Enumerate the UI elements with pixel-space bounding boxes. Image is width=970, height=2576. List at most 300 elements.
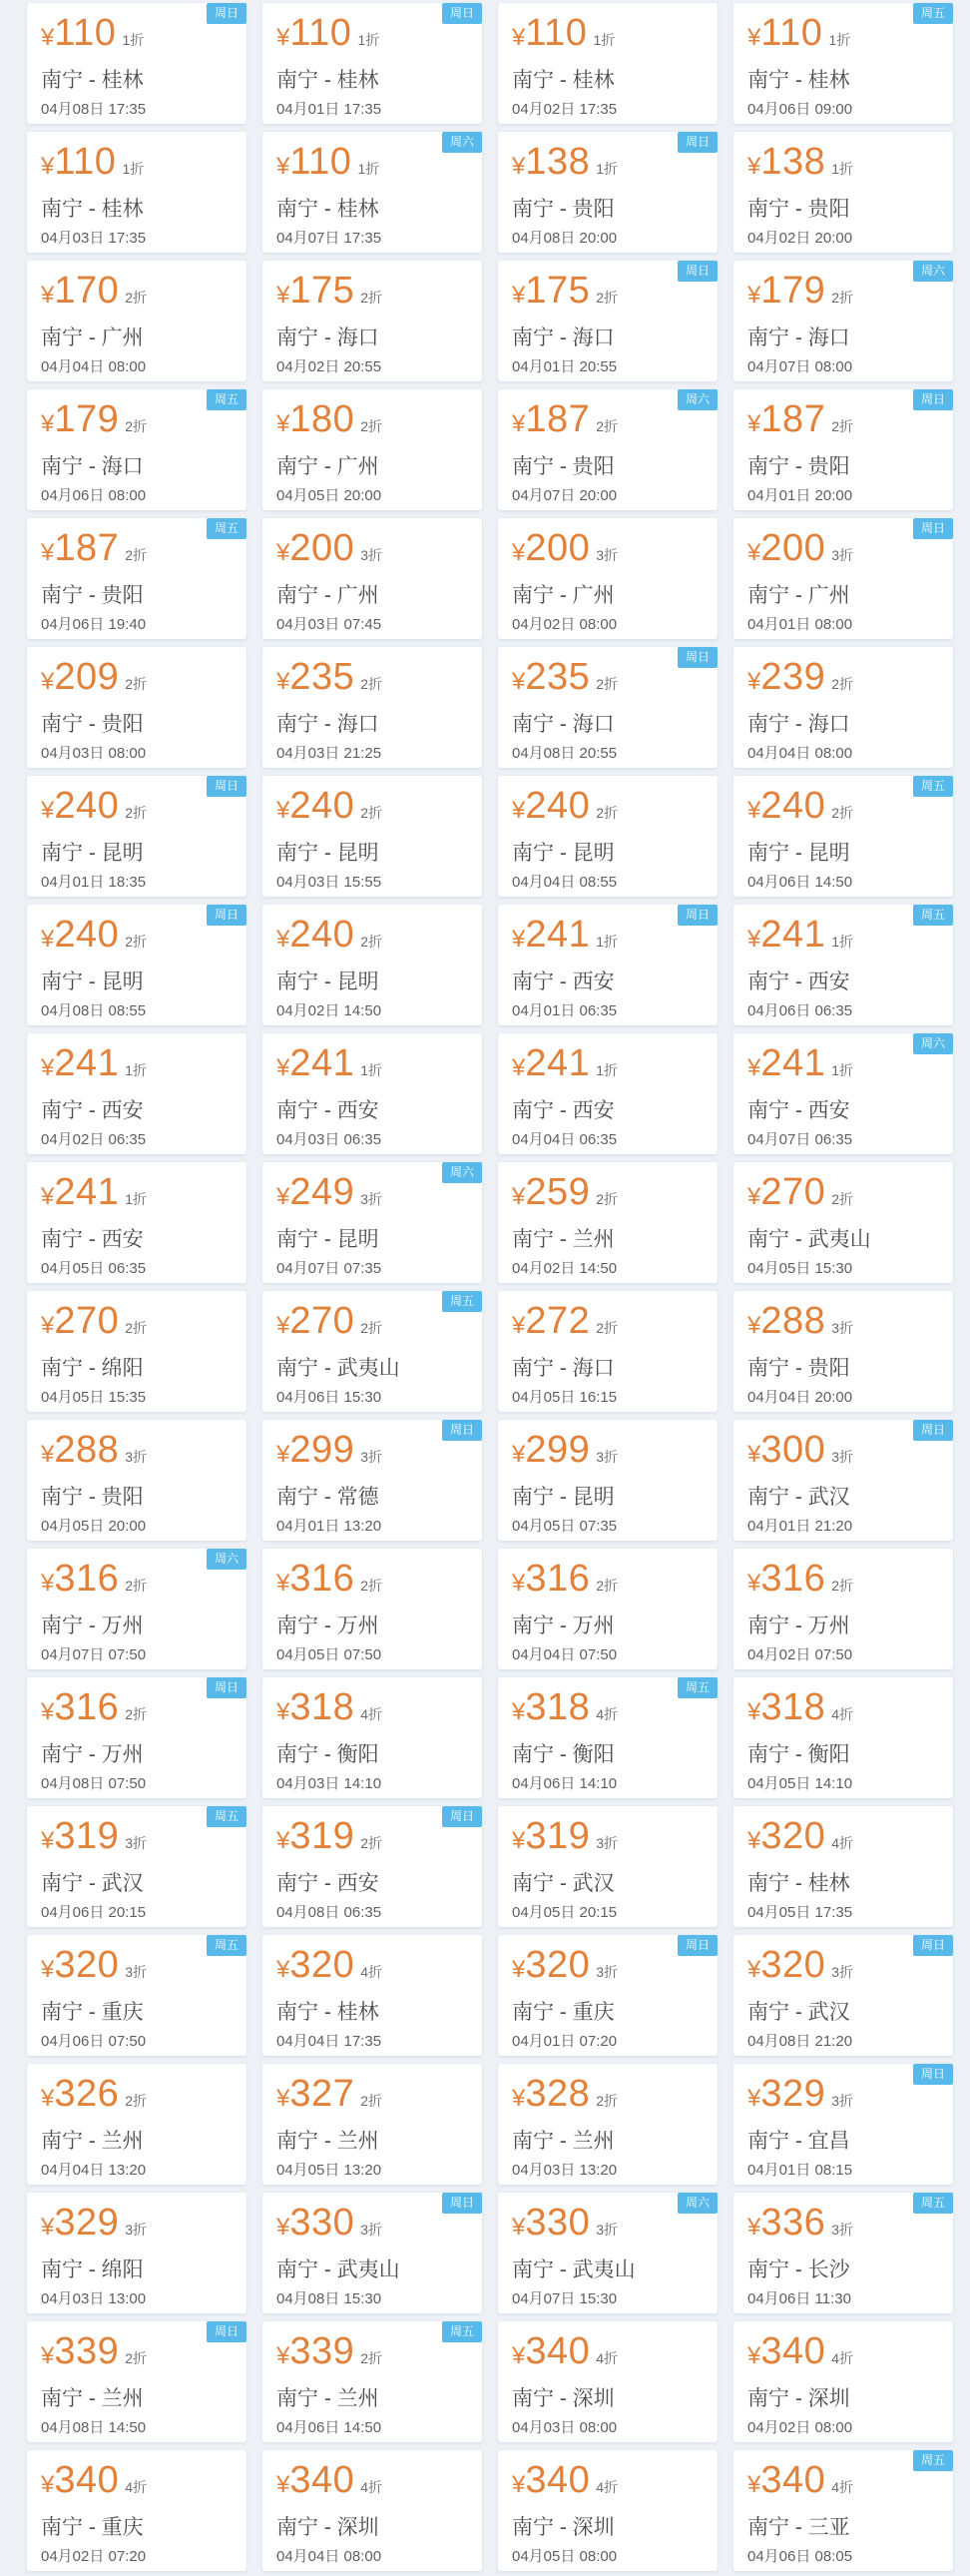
discount-label: 1折 [831, 1062, 854, 1078]
departure-datetime: 04月04日 06:35 [512, 1131, 618, 1148]
yen-currency-symbol: ¥ [747, 797, 761, 824]
yen-currency-symbol: ¥ [41, 2342, 55, 2369]
price-row [747, 1170, 939, 1221]
flight-deal-card[interactable] [262, 3, 482, 124]
price-row [512, 1170, 704, 1221]
route-label: 南宁 - 衡阳 [276, 1743, 379, 1766]
yen-currency-symbol: ¥ [512, 1827, 526, 1854]
discount-label: 1折 [831, 161, 854, 177]
yen-currency-symbol: ¥ [41, 1956, 55, 1983]
price-amount: 320 [760, 1815, 826, 1857]
yen-currency-symbol: ¥ [747, 2085, 761, 2112]
yen-currency-symbol: ¥ [276, 539, 290, 566]
route-label: 南宁 - 昆明 [747, 842, 850, 865]
flight-deal-card[interactable] [262, 1806, 482, 1927]
price-amount: 241 [54, 1171, 120, 1213]
yen-currency-symbol: ¥ [41, 1183, 55, 1210]
yen-currency-symbol: ¥ [276, 1312, 290, 1339]
weekday-badge: 周日 [442, 1420, 482, 1441]
route-label: 南宁 - 海口 [276, 713, 379, 736]
discount-label: 2折 [360, 2093, 383, 2109]
flight-deal-card[interactable] [733, 261, 953, 381]
route-label: 南宁 - 贵阳 [41, 713, 144, 736]
price-amount: 170 [54, 270, 120, 312]
discount-label: 2折 [360, 1320, 383, 1336]
price-amount: 138 [525, 141, 591, 183]
price-amount: 336 [760, 2202, 826, 2244]
departure-datetime: 04月01日 20:55 [512, 358, 618, 375]
route-label: 南宁 - 武汉 [41, 1872, 144, 1895]
flight-deal-card[interactable] [733, 905, 953, 1025]
flight-deal-card[interactable] [262, 2450, 482, 2571]
price-row [276, 11, 468, 62]
flight-deal-card[interactable] [733, 1935, 953, 2056]
flight-deal-card[interactable] [262, 518, 482, 639]
price-amount: 240 [289, 914, 355, 956]
yen-currency-symbol: ¥ [276, 2471, 290, 2498]
flight-deal-card[interactable] [262, 2321, 482, 2442]
flight-deal-card[interactable] [27, 1677, 246, 1798]
route-label: 南宁 - 重庆 [41, 2516, 144, 2539]
weekday-badge: 周五 [678, 1677, 718, 1698]
departure-datetime: 04月01日 21:20 [747, 1518, 853, 1535]
price-amount: 259 [525, 1171, 591, 1213]
yen-currency-symbol: ¥ [41, 2214, 55, 2241]
departure-datetime: 04月06日 15:30 [276, 1389, 382, 1406]
flight-deal-card[interactable] [262, 1420, 482, 1541]
price-row [276, 2458, 468, 2509]
departure-datetime: 04月02日 07:20 [41, 2548, 147, 2565]
yen-currency-symbol: ¥ [41, 410, 55, 437]
departure-datetime: 04月07日 17:35 [276, 230, 382, 247]
departure-datetime: 04月05日 08:00 [512, 2548, 618, 2565]
yen-currency-symbol: ¥ [41, 2085, 55, 2112]
flight-deal-card[interactable] [498, 905, 718, 1025]
flight-deal-card[interactable] [27, 518, 246, 639]
discount-label: 4折 [360, 1964, 383, 1980]
yen-currency-symbol: ¥ [512, 1183, 526, 1210]
departure-datetime: 04月01日 18:35 [41, 874, 147, 891]
departure-datetime: 04月03日 08:00 [512, 2419, 618, 2436]
yen-currency-symbol: ¥ [747, 668, 761, 695]
route-label: 南宁 - 重庆 [41, 2001, 144, 2024]
weekday-badge: 周日 [207, 1677, 246, 1698]
flight-deal-card[interactable] [262, 905, 482, 1025]
flight-deal-card[interactable] [498, 1033, 718, 1154]
price-row [41, 655, 233, 706]
route-label: 南宁 - 海口 [512, 713, 615, 736]
price-amount: 340 [289, 2459, 355, 2501]
price-amount: 240 [54, 914, 120, 956]
price-amount: 316 [54, 1686, 120, 1728]
flight-deal-card[interactable] [262, 2064, 482, 2185]
yen-currency-symbol: ¥ [41, 668, 55, 695]
departure-datetime: 04月08日 20:00 [512, 230, 618, 247]
yen-currency-symbol: ¥ [276, 1441, 290, 1468]
weekday-badge: 周五 [442, 1291, 482, 1312]
route-label: 南宁 - 桂林 [747, 1872, 850, 1895]
flight-deal-card[interactable] [262, 1033, 482, 1154]
weekday-badge: 周日 [913, 2064, 953, 2085]
departure-datetime: 04月06日 08:05 [747, 2548, 853, 2565]
yen-currency-symbol: ¥ [276, 1698, 290, 1725]
discount-label: 2折 [125, 934, 148, 950]
discount-label: 3折 [360, 547, 383, 563]
price-amount: 241 [54, 1042, 120, 1084]
flight-deal-card[interactable] [498, 261, 718, 381]
discount-label: 2折 [125, 290, 148, 306]
route-label: 南宁 - 深圳 [512, 2516, 615, 2539]
flight-deal-card[interactable] [27, 1806, 246, 1927]
flight-deal-card[interactable] [498, 776, 718, 897]
flight-deal-card[interactable] [733, 776, 953, 897]
yen-currency-symbol: ¥ [41, 797, 55, 824]
flight-deal-card[interactable] [498, 2450, 718, 2571]
departure-datetime: 04月01日 17:35 [276, 101, 382, 118]
price-row [41, 1170, 233, 1221]
route-label: 南宁 - 深圳 [747, 2387, 850, 2410]
price-amount: 316 [289, 1558, 355, 1600]
route-label: 南宁 - 贵阳 [747, 455, 850, 478]
route-label: 南宁 - 广州 [747, 584, 850, 607]
weekday-badge: 周六 [442, 132, 482, 153]
flight-deal-card[interactable] [27, 1420, 246, 1541]
price-amount: 240 [760, 785, 826, 827]
departure-datetime: 04月08日 14:50 [41, 2419, 147, 2436]
price-row [41, 913, 233, 964]
flight-deal-card[interactable] [733, 518, 953, 639]
flight-deal-card[interactable] [733, 1677, 953, 1798]
discount-label: 3折 [125, 1449, 148, 1465]
departure-datetime: 04月02日 20:55 [276, 358, 382, 375]
price-amount: 179 [760, 270, 826, 312]
flight-deal-card[interactable] [733, 389, 953, 510]
departure-datetime: 04月04日 20:00 [747, 1389, 853, 1406]
flight-deal-card[interactable] [498, 647, 718, 768]
price-amount: 340 [525, 2330, 591, 2372]
price-amount: 240 [289, 785, 355, 827]
flight-deal-card[interactable] [498, 2321, 718, 2442]
departure-datetime: 04月02日 20:00 [747, 230, 853, 247]
yen-currency-symbol: ¥ [276, 797, 290, 824]
price-row [512, 1299, 704, 1350]
flight-deal-card[interactable] [498, 132, 718, 253]
flight-deal-card[interactable] [498, 1549, 718, 1669]
route-label: 南宁 - 广州 [276, 584, 379, 607]
weekday-badge: 周日 [678, 132, 718, 153]
flight-deal-card[interactable] [498, 1162, 718, 1283]
flight-deal-card[interactable] [262, 1935, 482, 2056]
flight-deal-card[interactable] [27, 2450, 246, 2571]
price-row [41, 526, 233, 577]
discount-label: 4折 [596, 2350, 619, 2366]
flight-deal-card[interactable] [262, 389, 482, 510]
departure-datetime: 04月03日 13:20 [512, 2162, 618, 2179]
route-label: 南宁 - 西安 [41, 1099, 144, 1122]
flight-deal-card[interactable] [733, 647, 953, 768]
flight-deal-card[interactable] [27, 1935, 246, 2056]
discount-label: 1折 [357, 161, 380, 177]
flight-deal-card[interactable] [27, 3, 246, 124]
flight-deal-card[interactable] [262, 1549, 482, 1669]
price-row [512, 1428, 704, 1479]
departure-datetime: 04月06日 20:15 [41, 1904, 147, 1921]
flight-deal-card[interactable] [498, 1420, 718, 1541]
weekday-badge: 周五 [913, 776, 953, 797]
yen-currency-symbol: ¥ [41, 1827, 55, 1854]
flight-deal-card[interactable] [27, 2321, 246, 2442]
discount-label: 4折 [831, 1706, 854, 1722]
price-amount: 270 [289, 1300, 355, 1342]
flight-deal-card[interactable] [498, 389, 718, 510]
flight-deal-card[interactable] [733, 2321, 953, 2442]
flight-deal-card[interactable] [262, 1291, 482, 1412]
flight-deal-card[interactable] [27, 1549, 246, 1669]
route-label: 南宁 - 桂林 [41, 198, 144, 221]
route-label: 南宁 - 广州 [276, 455, 379, 478]
price-amount: 340 [760, 2459, 826, 2501]
yen-currency-symbol: ¥ [41, 24, 55, 51]
discount-label: 3折 [125, 1835, 148, 1851]
route-label: 南宁 - 绵阳 [41, 2258, 144, 2281]
price-row [512, 784, 704, 835]
flight-deal-card[interactable] [262, 1677, 482, 1798]
weekday-badge: 周六 [442, 1162, 482, 1183]
flight-deal-card[interactable] [498, 2064, 718, 2185]
price-amount: 320 [289, 1944, 355, 1986]
flight-deal-card[interactable] [27, 389, 246, 510]
flight-deal-card[interactable] [27, 905, 246, 1025]
discount-label: 2折 [596, 1578, 619, 1594]
flight-deal-card[interactable] [498, 3, 718, 124]
discount-label: 4折 [596, 2479, 619, 2495]
price-row [276, 655, 468, 706]
discount-label: 3折 [596, 1835, 619, 1851]
departure-datetime: 04月03日 13:00 [41, 2290, 147, 2307]
flight-deal-card[interactable] [262, 261, 482, 381]
price-amount: 300 [760, 1429, 826, 1471]
flight-deal-card[interactable] [498, 1806, 718, 1927]
flight-deal-card[interactable] [733, 132, 953, 253]
price-amount: 209 [54, 656, 120, 698]
route-label: 南宁 - 桂林 [41, 69, 144, 92]
price-amount: 249 [289, 1171, 355, 1213]
price-row [276, 2201, 468, 2252]
price-amount: 329 [760, 2073, 826, 2115]
route-label: 南宁 - 广州 [512, 584, 615, 607]
yen-currency-symbol: ¥ [512, 2085, 526, 2112]
price-row [747, 2072, 939, 2123]
weekday-badge: 周六 [678, 2193, 718, 2214]
flight-deal-card[interactable] [733, 2064, 953, 2185]
weekday-badge: 周五 [913, 2450, 953, 2471]
price-amount: 319 [54, 1815, 120, 1857]
route-label: 南宁 - 兰州 [41, 2387, 144, 2410]
price-amount: 340 [54, 2459, 120, 2501]
flight-deal-card[interactable] [262, 2193, 482, 2313]
price-row [747, 2201, 939, 2252]
departure-datetime: 04月05日 07:50 [276, 1646, 382, 1663]
discount-label: 2折 [125, 2093, 148, 2109]
price-row [276, 1557, 468, 1608]
route-label: 南宁 - 武夷山 [512, 2258, 636, 2281]
discount-label: 1折 [831, 934, 854, 950]
flight-deal-card[interactable] [498, 1677, 718, 1798]
price-amount: 339 [289, 2330, 355, 2372]
departure-datetime: 04月02日 08:00 [747, 2419, 853, 2436]
route-label: 南宁 - 桂林 [276, 2001, 379, 2024]
departure-datetime: 04月05日 16:15 [512, 1389, 618, 1406]
discount-label: 2折 [360, 805, 383, 821]
price-row [747, 397, 939, 448]
route-label: 南宁 - 贵阳 [41, 1486, 144, 1509]
yen-currency-symbol: ¥ [512, 282, 526, 309]
route-label: 南宁 - 兰州 [512, 1228, 615, 1251]
flight-deal-card[interactable] [733, 2193, 953, 2313]
flight-deal-card[interactable] [733, 1291, 953, 1412]
flight-deal-card[interactable] [262, 1162, 482, 1283]
flight-deal-card[interactable] [27, 1162, 246, 1283]
price-row [512, 397, 704, 448]
flight-deal-card[interactable] [498, 1935, 718, 2056]
price-amount: 327 [289, 2073, 355, 2115]
price-amount: 320 [54, 1944, 120, 1986]
flight-deal-card[interactable] [262, 647, 482, 768]
weekday-badge: 周日 [678, 1935, 718, 1956]
discount-label: 3折 [360, 2222, 383, 2238]
flight-deal-card[interactable] [262, 132, 482, 253]
yen-currency-symbol: ¥ [512, 1312, 526, 1339]
price-amount: 200 [760, 527, 826, 569]
departure-datetime: 04月05日 20:00 [276, 487, 382, 504]
price-row [512, 2072, 704, 2123]
discount-label: 3折 [831, 2222, 854, 2238]
price-amount: 235 [525, 656, 591, 698]
yen-currency-symbol: ¥ [747, 1570, 761, 1597]
route-label: 南宁 - 海口 [276, 326, 379, 349]
yen-currency-symbol: ¥ [512, 153, 526, 180]
price-row [276, 1299, 468, 1350]
weekday-badge: 周日 [442, 1806, 482, 1827]
flight-deal-card[interactable] [498, 2193, 718, 2313]
price-row [512, 526, 704, 577]
route-label: 南宁 - 海口 [41, 455, 144, 478]
departure-datetime: 04月05日 07:35 [512, 1518, 618, 1535]
price-row [276, 269, 468, 320]
flight-deal-card[interactable] [733, 1806, 953, 1927]
price-amount: 316 [54, 1558, 120, 1600]
price-amount: 288 [54, 1429, 120, 1471]
yen-currency-symbol: ¥ [747, 282, 761, 309]
departure-datetime: 04月01日 13:20 [276, 1518, 382, 1535]
yen-currency-symbol: ¥ [747, 1312, 761, 1339]
flight-deal-card[interactable] [27, 776, 246, 897]
route-label: 南宁 - 宜昌 [747, 2130, 850, 2153]
departure-datetime: 04月07日 07:50 [41, 1646, 147, 1663]
price-row [41, 2329, 233, 2380]
departure-datetime: 04月01日 20:00 [747, 487, 853, 504]
discount-label: 3折 [596, 1964, 619, 1980]
price-amount: 330 [289, 2202, 355, 2244]
departure-datetime: 04月04日 08:00 [41, 358, 147, 375]
route-label: 南宁 - 昆明 [41, 970, 144, 993]
flight-deal-card[interactable] [27, 647, 246, 768]
weekday-badge: 周五 [442, 2321, 482, 2342]
price-amount: 200 [289, 527, 355, 569]
departure-datetime: 04月08日 21:20 [747, 2033, 853, 2050]
price-row [747, 1557, 939, 1608]
discount-label: 2折 [125, 805, 148, 821]
price-row [747, 913, 939, 964]
flight-deal-card[interactable] [733, 1549, 953, 1669]
discount-label: 4折 [360, 2479, 383, 2495]
flight-deal-card[interactable] [733, 2450, 953, 2571]
discount-label: 1折 [122, 32, 145, 48]
price-row [512, 1685, 704, 1736]
departure-datetime: 04月05日 15:30 [747, 1260, 853, 1277]
price-amount: 288 [760, 1300, 826, 1342]
flight-deal-card[interactable] [733, 1420, 953, 1541]
route-label: 南宁 - 兰州 [41, 2130, 144, 2153]
yen-currency-symbol: ¥ [747, 1054, 761, 1081]
price-row [41, 397, 233, 448]
route-label: 南宁 - 西安 [512, 970, 615, 993]
price-amount: 270 [760, 1171, 826, 1213]
discount-label: 2折 [831, 1191, 854, 1207]
discount-label: 3折 [831, 1964, 854, 1980]
yen-currency-symbol: ¥ [747, 1441, 761, 1468]
price-amount: 110 [54, 141, 117, 183]
flight-deal-card[interactable] [27, 2064, 246, 2185]
flight-deal-card[interactable] [733, 1162, 953, 1283]
flight-deal-card[interactable] [27, 132, 246, 253]
flight-deal-card[interactable] [27, 261, 246, 381]
flight-deal-card[interactable] [498, 1291, 718, 1412]
yen-currency-symbol: ¥ [512, 539, 526, 566]
route-label: 南宁 - 海口 [512, 1357, 615, 1380]
flight-deal-card[interactable] [733, 1033, 953, 1154]
yen-currency-symbol: ¥ [747, 2342, 761, 2369]
flight-deal-card[interactable] [27, 2193, 246, 2313]
route-label: 南宁 - 兰州 [512, 2130, 615, 2153]
route-label: 南宁 - 昆明 [512, 842, 615, 865]
departure-datetime: 04月08日 06:35 [276, 1904, 382, 1921]
weekday-badge: 周日 [207, 2321, 246, 2342]
flight-deal-card[interactable] [498, 518, 718, 639]
yen-currency-symbol: ¥ [276, 2085, 290, 2112]
departure-datetime: 04月05日 15:35 [41, 1389, 147, 1406]
flight-deal-card[interactable] [733, 3, 953, 124]
flight-deal-card[interactable] [27, 1033, 246, 1154]
departure-datetime: 04月01日 08:15 [747, 2162, 853, 2179]
price-amount: 299 [289, 1429, 355, 1471]
discount-label: 1折 [596, 1062, 619, 1078]
price-row [41, 140, 233, 191]
departure-datetime: 04月04日 17:35 [276, 2033, 382, 2050]
price-row [747, 1041, 939, 1092]
departure-datetime: 04月05日 17:35 [747, 1904, 853, 1921]
yen-currency-symbol: ¥ [41, 539, 55, 566]
yen-currency-symbol: ¥ [276, 1956, 290, 1983]
flight-deal-card[interactable] [262, 776, 482, 897]
route-label: 南宁 - 西安 [41, 1228, 144, 1251]
discount-label: 3折 [125, 1964, 148, 1980]
weekday-badge: 周日 [442, 3, 482, 24]
route-label: 南宁 - 桂林 [276, 69, 379, 92]
departure-datetime: 04月06日 14:50 [747, 874, 853, 891]
flight-deal-card[interactable] [27, 1291, 246, 1412]
price-row [512, 1943, 704, 1994]
